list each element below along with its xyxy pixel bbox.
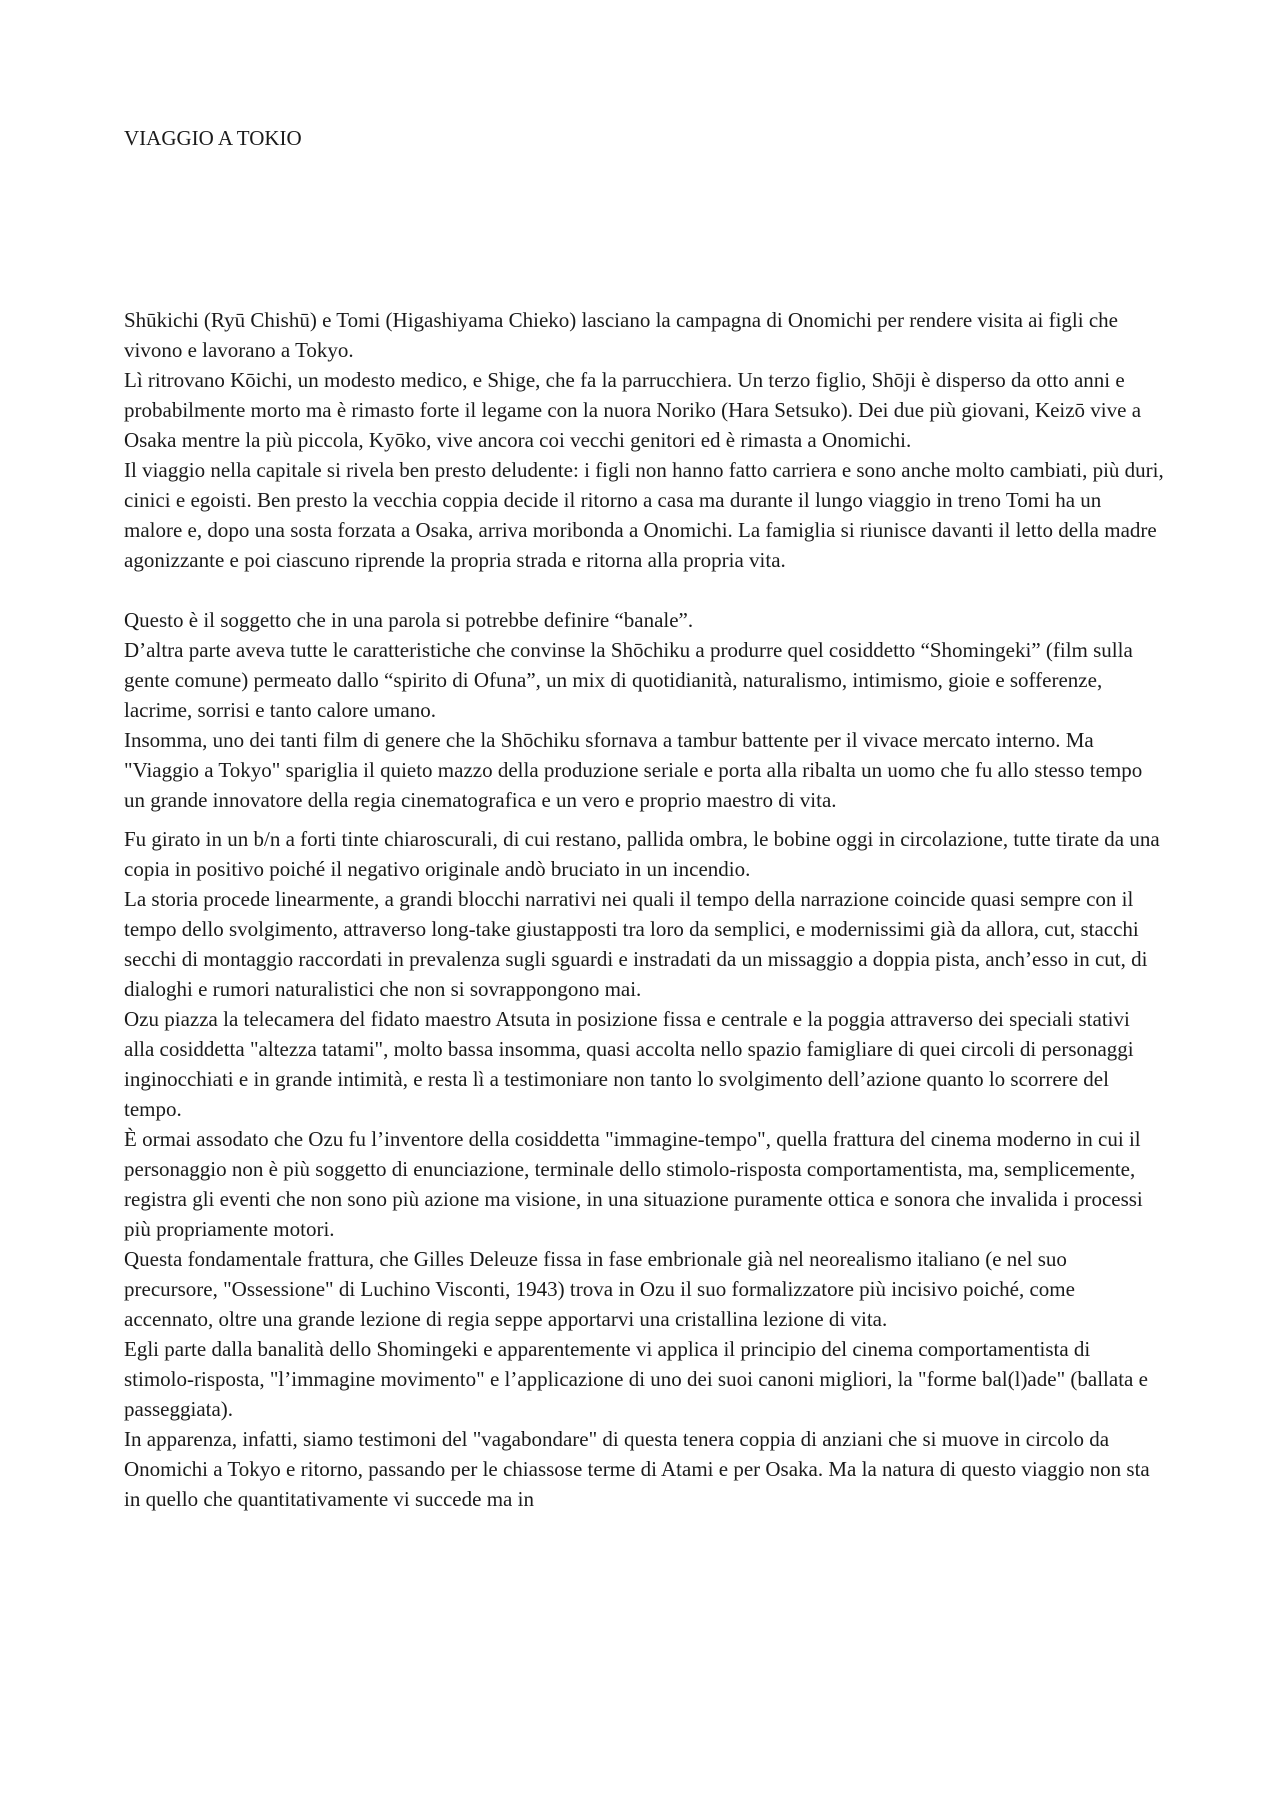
document-body [124,305,1164,1514]
paragraph: Insomma, uno dei tanti film di genere che la Shōchiku sfornava a tambur battente per il vivace mercato interno. Ma "Viaggio a Tokyo" sparigliа il quieto mazzo della produzione seriale e porta alla ribalta un uomo che fu allo stesso tempo un grande innovatore della regia cinematografica e un vero e proprio maestro di vita. [124,728,1143,812]
paragraph: D’altra parte aveva tutte le caratteristiche che convinse la Shōchiku a produrre quel cosiddetto “Shomingeki” (film sulla gente comune) permeato dallo “spirito di Ofuna”, un mix di quotidianità, naturalismo, intimismo, gioie e sofferenze, lacrime, sorrisi e tanto calore umano. [124,638,1133,722]
paragraph: Questa fondamentale frattura, che Gilles Deleuze fissa in fase embrionale già nel neorealismo italiano (e nel suo precursore, "Ossessione" di Luchino Visconti, 1943) trova in Ozu il suo formalizzatore più incisivo poiché, come accennato, oltre una grande lezione di regia seppe apportarvi una cristallina lezione di vita. [124,1247,1075,1331]
paragraph: Questo è il soggetto che in una parola si potrebbe definire “banale”. [124,608,694,632]
paragraph: Fu girato in un b/n a forti tinte chiaroscurali, di cui restano, pallida ombra, le bobine oggi in circolazione, tutte tirate da una copia in positivo poiché il negativo originale andò bruciato in un incendio. [124,827,1160,881]
paragraph: In apparenza, infatti, siamo testimoni del "vagabondare" di questa tenera coppia di anziani che si muove in circolo da Onomichi a Tokyo e ritorno, passando per le chiassose terme di Atami e per Osaka. Ma la natura di questo viaggio non sta in quello che quantitativamente vi succede ma in [124,1427,1150,1511]
paragraph: Lì ritrovano Kōichi, un modesto medico, e Shige, che fa la parrucchiera. Un terzo figlio, Shōji è disperso da otto anni e probabilmente morto ma è rimasto forte il legame con la nuora Noriko (Hara Setsuko). Dei due più giovani, Keizō vive a Osaka mentre la più piccola, Kyōko, vive ancora coi vecchi genitori ed è rimasta a Onomichi. [124,368,1142,452]
paragraph: Il viaggio nella capitale si rivela ben presto deludente: i figli non hanno fatto carriera e sono anche molto cambiati, più duri, cinici e egoisti. Ben presto la vecchia coppia decide il ritorno a casa ma durante il lungo viaggio in treno Tomi ha un malore e, dopo una sosta forzata a Osaka, arriva moribonda a Onomichi. La famiglia si riunisce davanti il letto della madre agonizzante e poi ciascuno riprende la propria strada e ritorna alla propria vita. [124,458,1164,572]
document-title: VIAGGIO A TOKIO [124,126,302,150]
paragraph-gap [124,575,1164,605]
paragraph: Egli parte dalla banalità dello Shomingeki e apparentemente vi applica il principio del cinema comportamentista di stimolo-risposta, "l’immagine movimento" e l’applicazione di uno dei suoi canoni migliori, la "forme bal(l)ade" (ballata e passeggiata). [124,1337,1148,1421]
paragraph: La storia procede linearmente, a grandi blocchi narrativi nei quali il tempo della narrazione coincide quasi sempre con il tempo dello svolgimento, attraverso long-take giustapposti tra loro da semplici, e modernissimi già da allora, cut, stacchi secchi di montaggio raccordati in prevalenza sugli sguardi e instradati da un missaggio a doppia pista, anch’esso in cut, di dialoghi e rumori naturalistici che non si sovrappongono mai. [124,887,1148,1001]
paragraph: È ormai assodato che Ozu fu l’inventore della cosiddetta "immagine-tempo", quella frattura del cinema moderno in cui il personaggio non è più soggetto di enunciazione, terminale dello stimolo-risposta comportamentista, ma, semplicemente, registra gli eventi che non sono più azione ma visione, in una situazione puramente ottica e sonora che invalida i processi più propriamente motori. [124,1127,1143,1241]
paragraph-gap [124,815,1164,824]
paragraph: Ozu piazza la telecamera del fidato maestro Atsuta in posizione fissa e centrale e la poggia attraverso dei speciali stativi alla cosiddetta "altezza tatami", molto bassa insomma, quasi accolta nello spazio famigliare di quei circoli di personaggi inginocchiati e in grande intimità, e resta lì a testimoniare non tanto lo svolgimento dell’azione quanto lo scorrere del tempo. [124,1007,1134,1121]
paragraph: Shūkichi (Ryū Chishū) e Tomi (Higashiyama Chieko) lasciano la campagna di Onomichi per rendere visita ai figli che vivono e lavorano a Tokyo. [124,308,1118,362]
